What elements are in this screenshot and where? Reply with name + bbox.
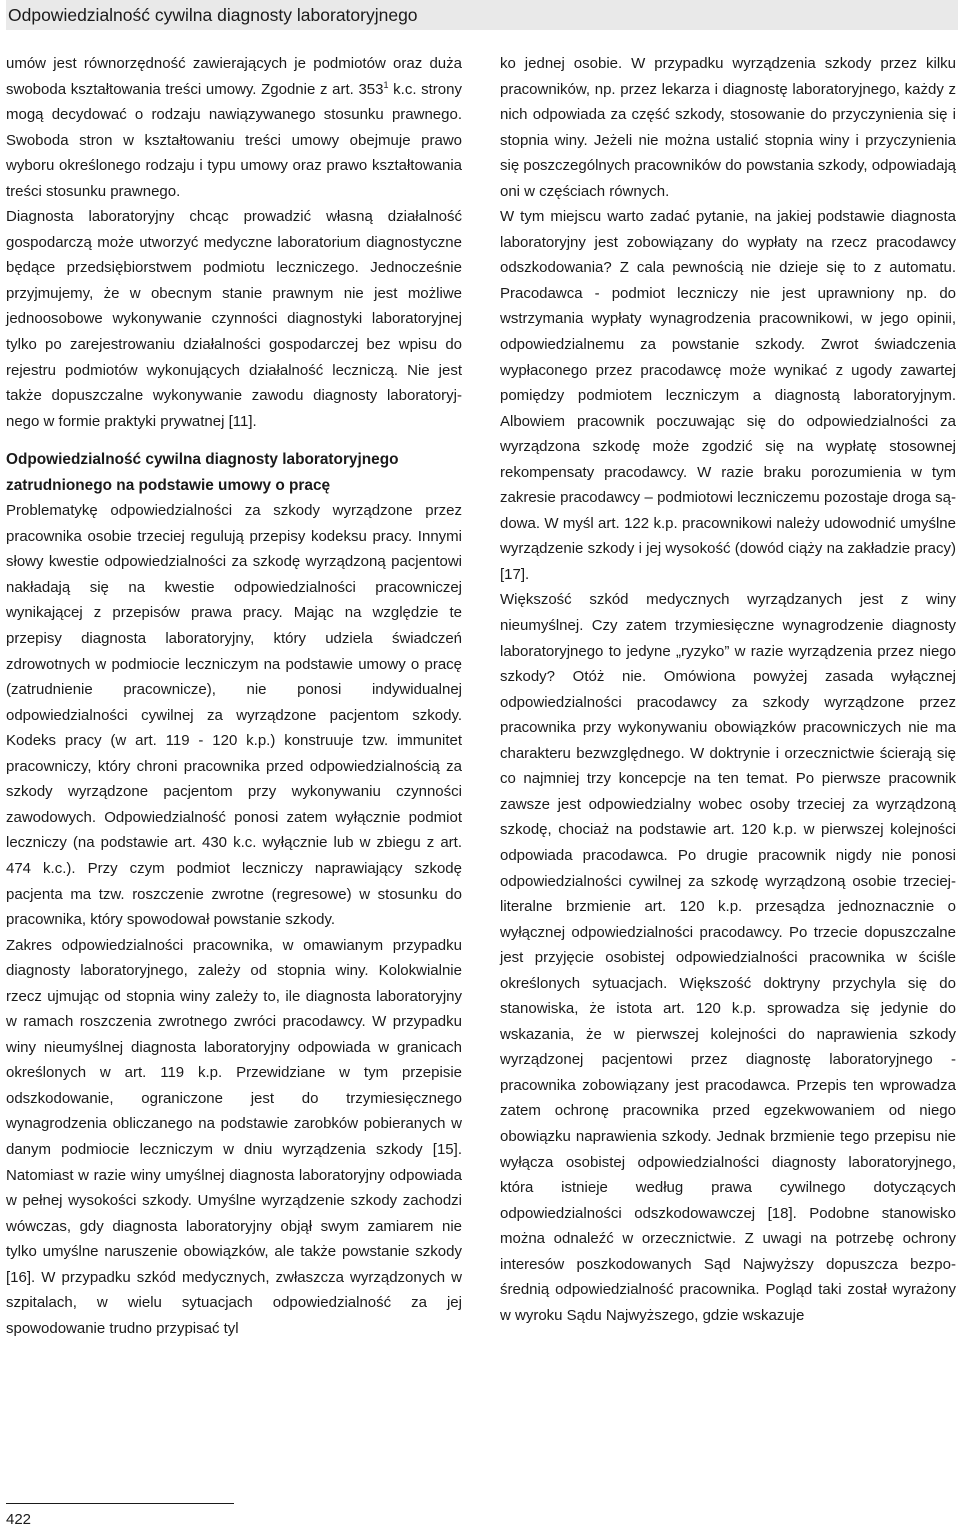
running-title: Odpowiedzialność cywilna diagnosty laboratoryjnego	[8, 5, 418, 25]
paragraph	[6, 51, 462, 204]
footer-rule	[6, 1503, 234, 1504]
page-number: 422	[6, 1511, 32, 1528]
paragraph: ko jednej osobie. W przypadku wyrządzenia szkody przez kilku pracowników, np. przez lekarza i diagnostę laboratoryjnego, każdy z nich odpowiada za część szkody, stosowanie do przyczynienia się i stopnia winy. Jeżeli nie można ustalić stopnia winy i przyczynienia się poszczególnych pracowników do powstania szkody, odpowiadają oni w częściach równych.	[500, 55, 956, 200]
right-column	[500, 51, 956, 1328]
paragraph-text: k.c. strony mogą decydować o rodzaju nawiązywanego stosunku prawnego. Swoboda stron w kształtowaniu treści umowy obejmuje prawo wyboru określonego rodzaju i typu umowy oraz prawo kształtowania treści stosunku prawnego.	[6, 80, 462, 200]
paragraph-text: umów jest równorzędność zawierających je podmiotów oraz duża swoboda kształtowania treści umowy. Zgodnie z art. 353	[6, 55, 462, 98]
section-gap	[6, 434, 462, 447]
left-column	[6, 51, 462, 1341]
paragraph: Zakres odpowiedzialności pracownika, w omawianym przypadku diagnosty laboratoryjnego, zależy od stopnia winy. Kolokwialnie rzecz ujmując od stopnia winy zależy to, ile diagnosta laboratoryjny w ramach roszczenia zwrotnego zwróci pracodawcy. W przypadku winy nieumyślnej diagnosta laboratoryjny odpowiada w granicach określonych w art. 119 k.p. Przewidziane w tym przepisie odszkodowanie, ograniczone jest do trzymiesięcznego wynagrodzenia obliczanego na podstawie zarobków pobieranych w danym podmiocie leczniczym w dniu wyrządzenia szkody [15]. Natomiast w razie winy umyślnej diagnosta laboratoryjny odpowiada w pełnej wysokości szkody. Umyślne wyrządzenie szkody zachodzi wówczas, gdy diagnosta laboratoryjny objął swym zamiarem nie tylko umyślne naruszenie obowiązków, ale także powstanie szkody [16]. W przypadku szkód medycznych, zwłaszcza wyrządzonych w szpitalach, w wielu sytuacjach odpowiedzialność za jej spowodowanie trudno przypisać tyl	[6, 936, 462, 1337]
running-header	[6, 0, 958, 30]
superscript: 1	[383, 79, 389, 90]
paragraph: Diagnosta laboratoryjny chcąc prowadzić własną działalność gospodarczą może utworzyć medyczne laboratorium diagnostyczne będące przedsiębiorstwem podmiotu leczniczego. Jednocześnie przyjmujemy, że w obecnym stanie prawnym nie jest możliwe jednoosobowe wykonywanie czynności diagnostyki laboratoryjnej tylko po zarejestrowaniu działalności gospodarczej bez wpisu do rejestru podmiotów wykonujących działalność leczniczą. Nie jest także dopuszczalne wykonywanie zawodu diagnosty laboratoryjnego w formie praktyki prywatnej [11].	[6, 208, 462, 430]
paragraph: W tym miejscu warto zadać pytanie, na jakiej podstawie diagnosta laboratoryjny jest zobowiązany do wypłaty na rzecz pracodawcy odszkodowania? Z cala pewnością nie dzieje się to z automatu. Pracodawca - podmiot leczniczy nie jest uprawniony np. do wstrzymania wypłaty wynagrodzenia pracownikowi, w jego opinii, odpowiedzialnemu za powstanie szkody. Zwrot świadczenia wypłaconego przez pracodawcę może wynikać z ugody zawartej pomiędzy podmiotem leczniczym a diagnostą laboratoryjnym. Albowiem pracownik poczuwając się do odpowiedzialności za wyrządzona szkodę może zgodzić się na wypłatę stosownej rekompensaty pracodawcy. W razie braku porozumienia w tym zakresie pracodawcy – podmiotowi leczniczemu pozostaje droga sądowa. W myśl art. 122 k.p. pracownikowi należy udowodnić umyślne wyrządzenie szkody i jej wysokość (dowód ciąży na zakładzie pracy) [17].	[500, 208, 956, 583]
section-heading: Odpowiedzialność cywilna diagnosty laboratoryjnego zatrudnionego na podstawie umowy o pracę	[6, 451, 399, 494]
paragraph: Większość szkód medycznych wyrządzanych jest z winy nieumyślnej. Czy zatem trzymiesięczne wynagrodzenie diagnosty laboratoryjnego to jedyne „ryzyko” w razie wyrządzenia przez niego szkody? Otóż nie. Omówiona powyżej zasada wyłącznej odpowiedzialności pracodawcy za szkody wyrządzone przez pracownika przy wykonywaniu obowiązków pracowniczych nie ma charakteru bezwzględnego. W doktrynie i orzecznictwie ścierają się co najmniej trzy koncepcje na ten temat. Po pierwsze pracownik zawsze jest odpowiedzialny wobec osoby trzeciej za wyrządzoną szkodę, chociaż na podstawie art. 120 k.p. w pierwszej kolejności odpowiada pracodawca. Po drugie pracownik nigdy nie ponosi odpowiedzialności cywilnej za szkodę wyrządzoną osobie trzeciej- literalne brzmienie art. 120 k.p. przesądza jednoznacznie o wyłącznej odpowiedzialności pracodawcy. Po trzecie dopuszczalne jest przyjęcie osobistej odpowiedzialności pracownika w ściśle określonych sytuacjach. Większość doktryny przychyla się do stanowiska, że istota art. 120 k.p. sprowadza się jedynie do wskazania, że w pierwszej kolejności do naprawienia szkody wyrządzonej pacjentowi przez diagnostę laboratoryjnego - pracownika zobowiązany jest pracodawca. Przepis ten wprowadza zatem ochronę pracownika przed egzekwowaniem od niego obowiązku naprawienia szkody. Jednak brzmienie tego przepisu nie wyłącza osobistej odpowiedzialności diagnosty laboratoryjnego, która istnieje według prawa cywilnego dotyczących odpowiedzialności odszkodowawczej [18]. Podobne stanowisko można odnaleźć w orzecznictwie. Z uwagi na potrzebę ochrony interesów poszkodowanych Sąd Najwyższy dopuszcza bezpośrednią odpowiedzialność pracownika. Pogląd taki został wyrażony w wyroku Sądu Najwyższego, gdzie wskazuje	[500, 591, 956, 1324]
paragraph: Problematykę odpowiedzialności za szkody wyrządzone przez pracownika osobie trzeciej regulują przepisy kodeksu pracy. Innymi słowy kwestie odpowiedzialności za szkodę wyrządzoną pacjentowi nakładają się na kwestie odpowiedzialności pracowniczej wynikającej z przepisów prawa pracy. Mając na względzie te przepisy diagnosta laboratoryjny, który udziela świadczeń zdrowotnych w podmiocie leczniczym na podstawie umowy o pracę (zatrudnienie pracownicze), nie ponosi indywidualnej odpowiedzialności cywilnej za wyrządzone pacjentom szkody. Kodeks pracy (w art. 119 - 120 k.p.) konstruuje tzw. immunitet pracowniczy, który chroni pracownika przed odpowiedzialnością za szkody wyrządzone pacjentom przy wykonywaniu czynności zawodowych. Odpowiedzialność ponosi zatem wyłącznie podmiot leczniczy (na podstawie art. 430 k.c. wyłącznie lub w zbiegu z art. 474 k.c.). Przy czym podmiot leczniczy naprawiający szkodę pacjenta ma tzw. roszczenie zwrotne (regresowe) w stosunku do pracownika, który spowodował powstanie szkody.	[6, 502, 462, 929]
